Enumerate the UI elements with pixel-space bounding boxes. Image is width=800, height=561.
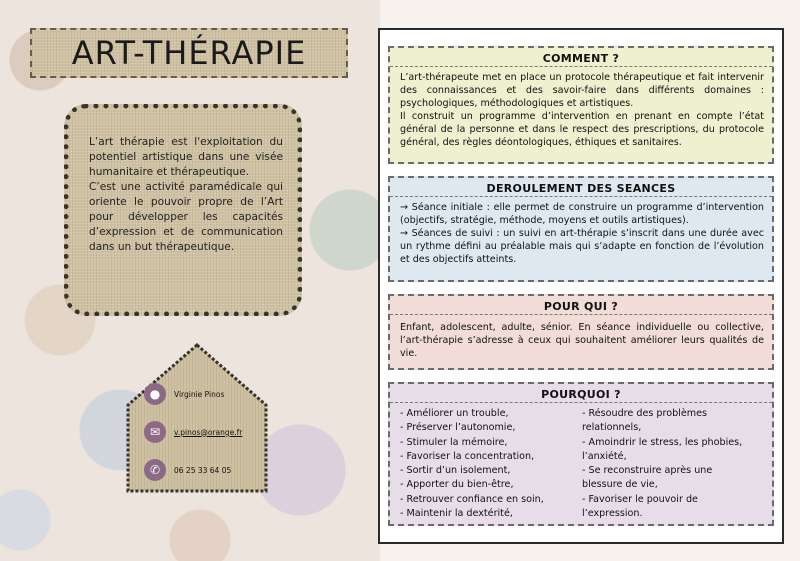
contact-phone-row <box>144 459 231 481</box>
list-item: - Se reconstruire après une <box>582 465 713 477</box>
section-text: Il construit un programme d’intervention en prenant en compte l’état général de la personne et dans le respect des prescriptions, du protocole général, des règles déontologiques, éthiques et sanitaires. <box>400 111 764 148</box>
definition-box <box>64 104 302 316</box>
section-title: DEROULEMENT DES SEANCES <box>486 182 676 195</box>
list-item: - Stimuler la mémoire, <box>400 436 508 448</box>
section-text: L’art-thérapeute met en place un protocole thérapeutique et fait intervenir des connaissances et des savoir-faire dans différents domaines : psychologiques, méthodologiques et artistiques. <box>400 72 764 109</box>
list-item: relationnels, <box>582 422 642 434</box>
mail-icon: ✉ <box>144 421 166 443</box>
reasons-list-left <box>400 407 582 521</box>
list-item: blessure de vie, <box>582 479 658 491</box>
section-text: → Séance initiale : elle permet de construire un programme d’intervention (objectifs, stratégie, méthode, moyens et outils artistiques). <box>400 202 764 226</box>
section-title: COMMENT ? <box>542 52 620 65</box>
section-title: POURQUOI ? <box>541 388 621 401</box>
contact-email-row <box>144 421 242 443</box>
title-banner <box>30 28 348 78</box>
list-item: - Sortir d’un isolement, <box>400 465 511 477</box>
contact-name-row <box>144 383 224 405</box>
definition-text-2: C’est une activité paramédicale qui oriente le pouvoir propre de l’Art pour développer les capacités d’expression et de communication dans un but thérapeutique. <box>89 181 283 253</box>
definition-text-1: L’art thérapie est l'exploitation du potentiel artistique dans une visée humanitaire et thérapeutique. <box>89 136 283 178</box>
section-deroulement <box>388 176 774 282</box>
list-item: - Apporter du bien-être, <box>400 479 514 491</box>
section-text: → Séances de suivi : un suivi en art-thérapie s’inscrit dans une durée avec un rythme défini au préalable mais qui s’adapte en fonction de l’évolution et des objectifs atteints. <box>400 228 764 265</box>
list-item: - Résoudre des problèmes <box>582 408 708 419</box>
list-item: - Favoriser le pouvoir de <box>582 493 698 505</box>
section-comment <box>388 46 774 164</box>
contact-house <box>126 343 268 493</box>
section-pourquoi <box>388 382 774 526</box>
list-item: l’expression. <box>582 508 643 520</box>
list-item: - Retrouver confiance en soin, <box>400 493 544 505</box>
phone-icon: ✆ <box>144 459 166 481</box>
contact-email[interactable]: v.pinos@orange.fr <box>174 427 243 437</box>
page-title: ART-THÉRAPIE <box>71 34 307 72</box>
reasons-list-right <box>582 407 764 521</box>
info-panel <box>378 28 784 544</box>
section-pour-qui <box>388 294 774 370</box>
section-title: POUR QUI ? <box>543 300 619 313</box>
list-item: - Amoindrir le stress, les phobies, <box>582 436 743 448</box>
list-item: - Améliorer un trouble, <box>400 408 509 419</box>
contact-phone: 06 25 33 64 05 <box>174 465 232 475</box>
list-item: - Maintenir la dextérité, <box>400 508 513 520</box>
list-item: - Favoriser la concentration, <box>400 450 535 462</box>
location-pin-icon: ● <box>144 383 166 405</box>
list-item: - Préserver l’autonomie, <box>400 422 516 434</box>
contact-name: Virginie Pinos <box>174 389 225 399</box>
list-item: l’anxiété, <box>582 450 627 462</box>
section-text: Enfant, adolescent, adulte, sénior. En séance individuelle ou collective, l’art-thérapie s’adresse à ceux qui souhaitent améliorer leurs qualités de vie. <box>400 322 764 359</box>
